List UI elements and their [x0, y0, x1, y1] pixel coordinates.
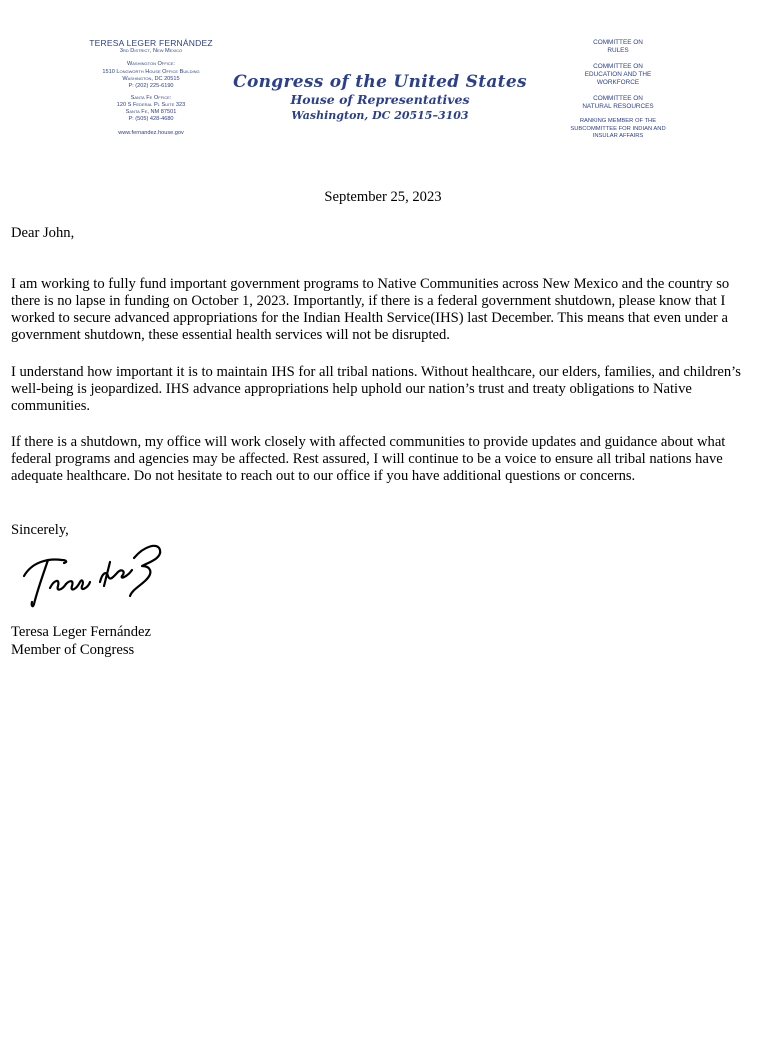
washington-office-address-1: 1510 Longworth House Office Building [102, 68, 200, 75]
letter-date: September 25, 2023 [324, 189, 442, 205]
committee-line: SUBCOMMITTEE FOR INDIAN AND [570, 125, 666, 132]
committee-ranking-member [544, 118, 692, 141]
washington-office-heading: Washington Office: [126, 61, 175, 68]
letterhead-member-info [78, 38, 224, 137]
house-title: House of Representatives [290, 92, 470, 108]
committee-line: INSULAR AFFAIRS [592, 133, 644, 140]
closing: Sincerely, [11, 522, 69, 538]
paragraph-ihs: I understand how important it is to maintain IHS for all tribal nations. Without healthcare, our elders, families, and children’s well-being is jeopardized. IHS advance appropriations help uphold our nation’s trust and treaty obligations to Native communities. [11, 364, 741, 414]
committee-line: EDUCATION AND THE [584, 70, 652, 78]
salutation: Dear John, [11, 225, 75, 241]
committee-line: COMMITTEE ON [593, 94, 643, 102]
member-website: www.fernandez.house.gov [118, 129, 184, 136]
paragraph-shutdown: If there is a shutdown, my office will work closely with affected communities to provide updates and guidance about what federal programs and agencies may be affected. Rest assured, I will continue to be a voice to ensure all tribal nations have adequate healthcare. Do not hesitate to reach out to our office if you have additional questions or concerns. [11, 434, 726, 484]
committee-natural-resources [544, 95, 692, 112]
santa-fe-office-address-2: Santa Fe, NM 87501 [125, 109, 177, 116]
santa-fe-office [78, 95, 224, 124]
signature-image [18, 536, 166, 610]
committee-education [544, 63, 692, 88]
committee-line: WORKFORCE [596, 79, 640, 87]
letterhead-committees [544, 39, 692, 148]
washington-office [78, 61, 224, 90]
signer-name: Teresa Leger Fernández [11, 624, 151, 640]
paragraph-funding: I am working to fully fund important government programs to Native Communities across New Mexico and the country so there is no lapse in funding on October 1, 2023. Importantly, if there is a federal government shutdown, please know that I worked to secure advanced appropriations for the Indian Health Service(IHS) last December. This means that even under a government shutdown, these essential health services will not be disrupted. [11, 276, 730, 343]
member-district: 3rd District, New Mexico [119, 48, 183, 55]
washington-office-address-2: Washington, DC 20515 [122, 75, 180, 82]
member-name: TERESA LEGER FERNÁNDEZ [89, 38, 213, 48]
congress-title: Congress of the United States [233, 72, 527, 92]
santa-fe-office-heading: Santa Fe Office: [130, 94, 172, 101]
santa-fe-office-phone: P: (505) 428-4680 [128, 116, 174, 123]
committee-line: RANKING MEMBER OF THE [579, 118, 657, 125]
committee-line: NATURAL RESOURCES [582, 102, 654, 110]
signer-title: Member of Congress [11, 642, 135, 658]
city-line: Washington, DC 20515–3103 [291, 109, 469, 123]
committee-line: COMMITTEE ON [593, 39, 643, 46]
letterhead-title [228, 72, 532, 124]
committee-line: COMMITTEE ON [593, 62, 643, 70]
committee-line: RULES [607, 47, 629, 55]
washington-office-phone: P: (202) 225-6190 [128, 83, 174, 90]
santa-fe-office-address-1: 120 S Federal Pl Suite 323 [116, 101, 186, 108]
committee-rules [544, 39, 692, 56]
